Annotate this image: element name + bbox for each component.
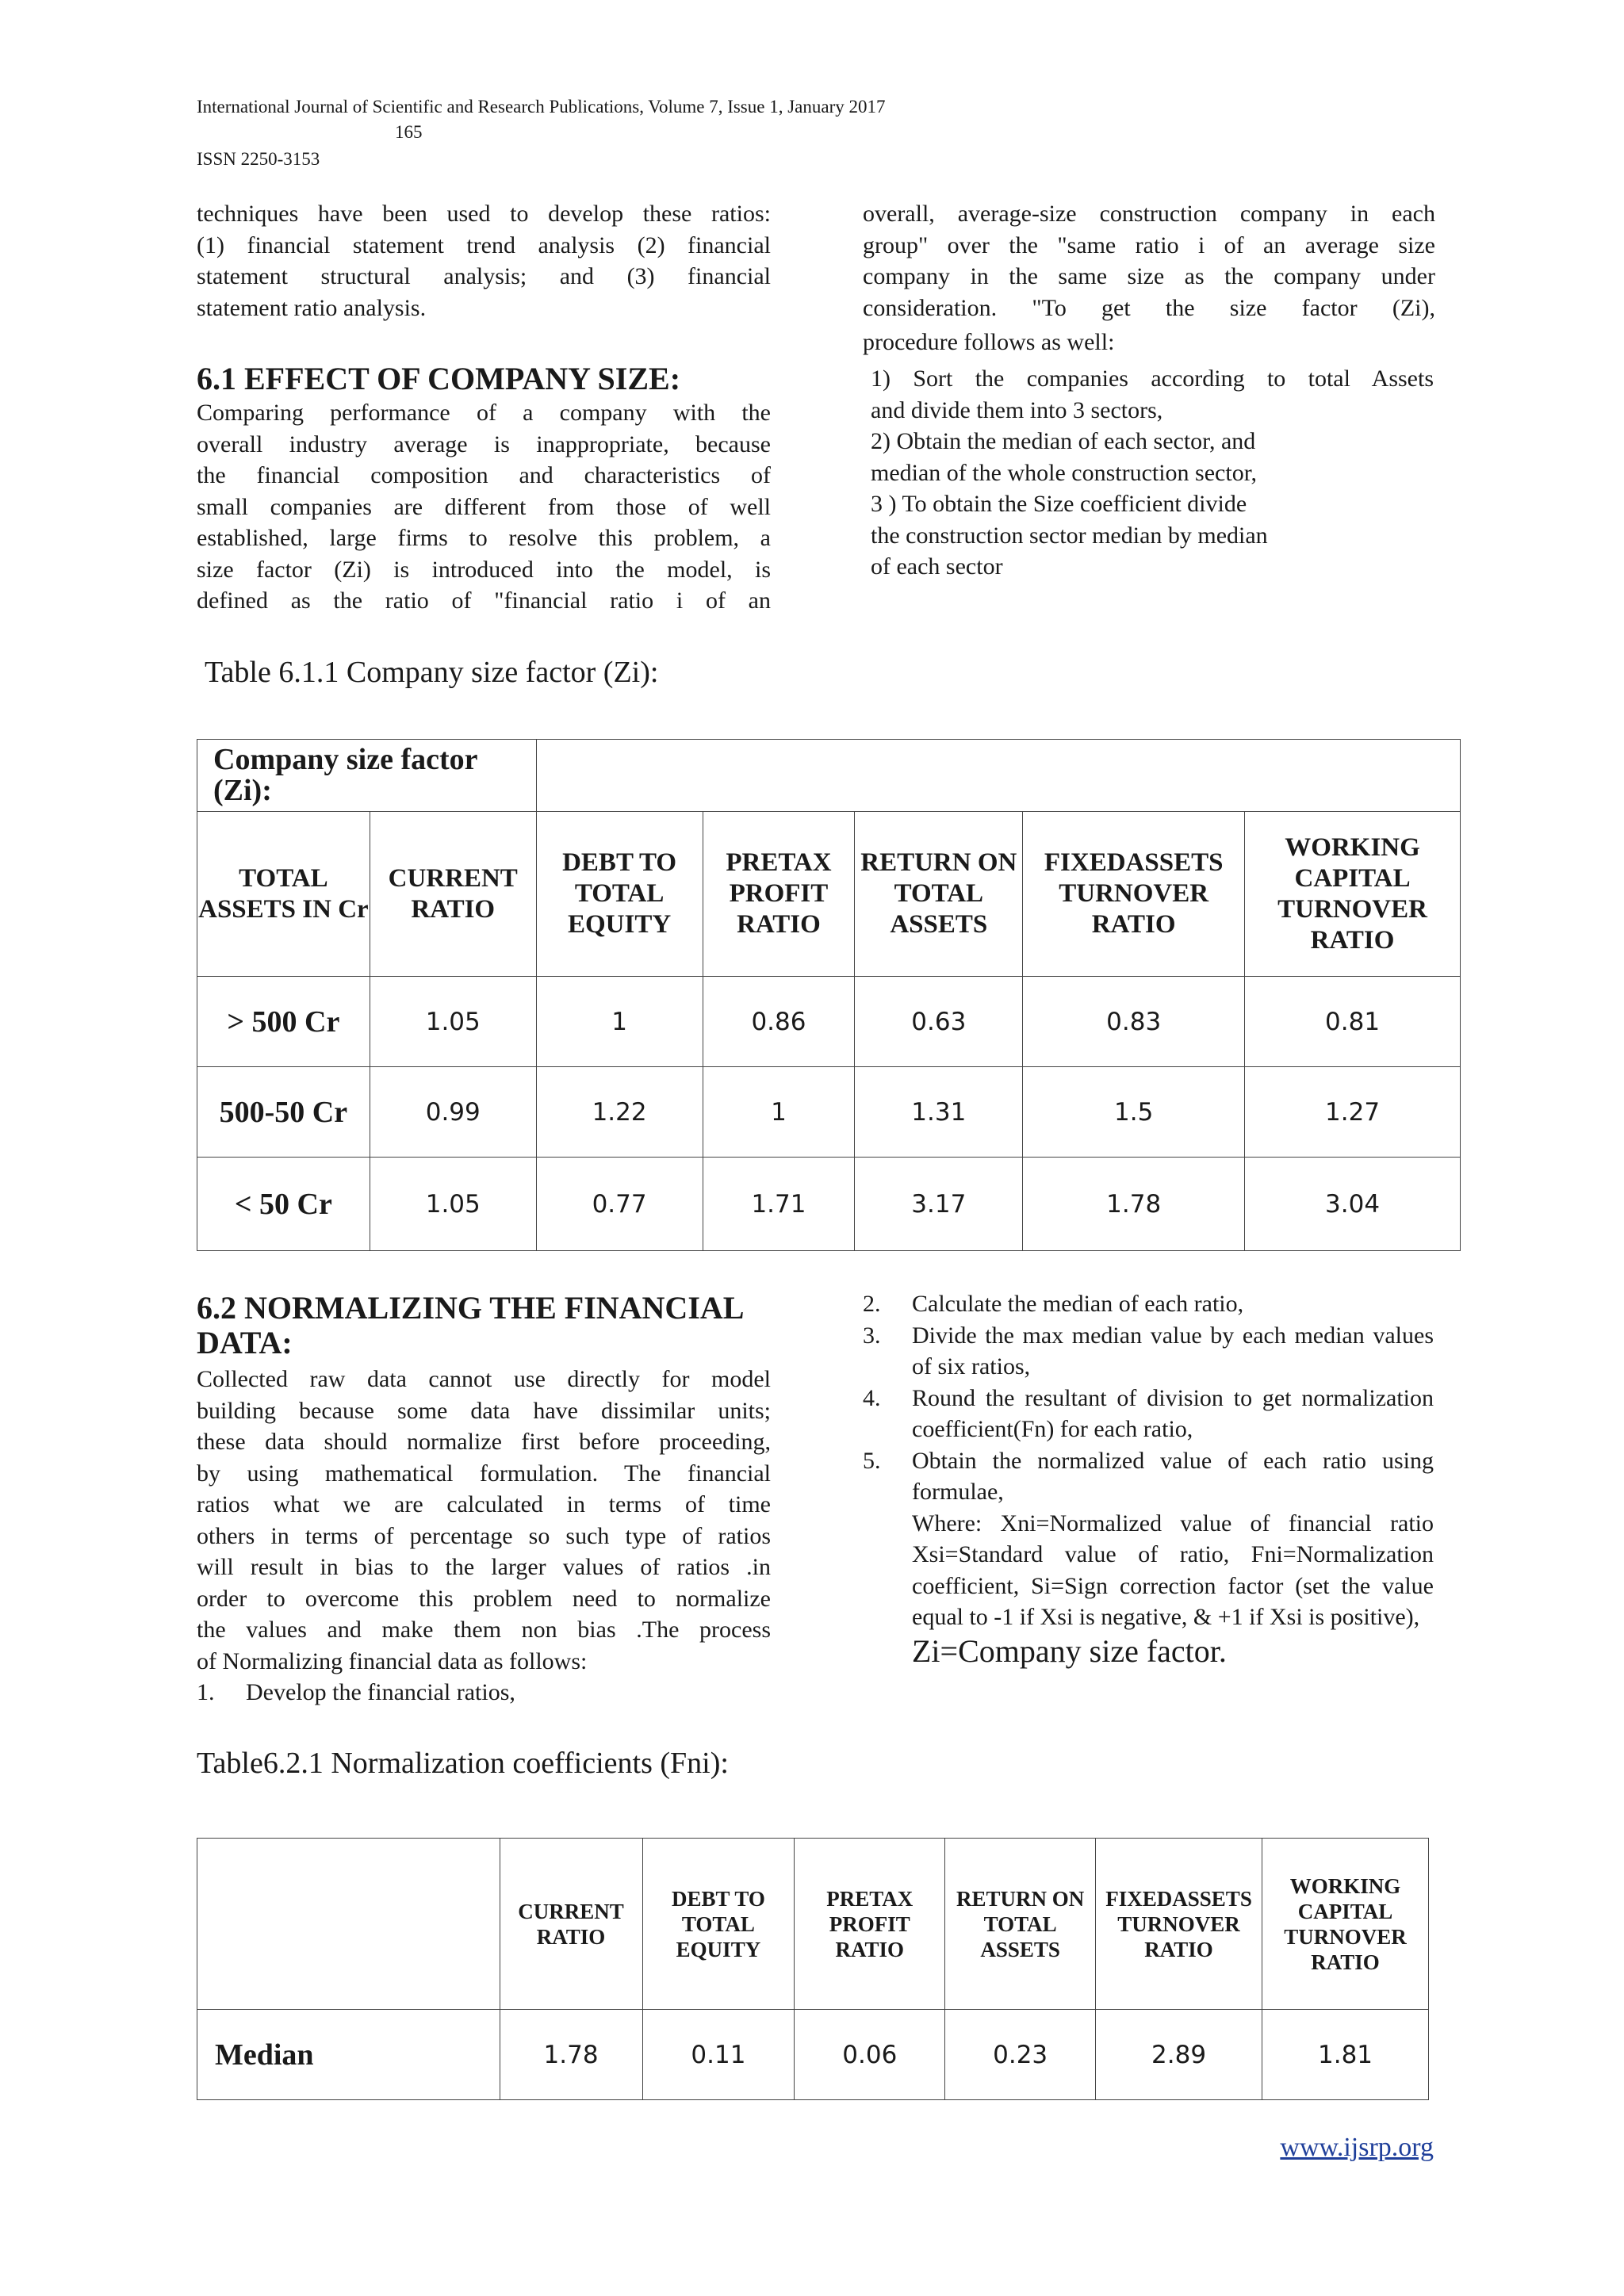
col-header-current-ratio: CURRENT RATIO — [500, 1839, 642, 2010]
col-header-return-on-total-assets: RETURN ON TOTAL ASSETS — [945, 1839, 1096, 2010]
journal-header: International Journal of Scientific and Research Publications, Volume 7, Issue 1, January 2017 — [197, 97, 886, 117]
list-item: 5. Obtain the normalized value of each ratio using formulae, — [863, 1447, 1434, 1505]
table-cell: 0.63 — [855, 977, 1023, 1067]
section-heading-6-2: 6.2 NORMALIZING THE FINANCIAL DATA: — [197, 1290, 743, 1360]
row-label: > 500 Cr — [197, 977, 370, 1067]
col-header-pretax-profit-ratio: PRETAX PROFIT RATIO — [703, 812, 855, 977]
table-cell: 0.99 — [370, 1067, 536, 1158]
table-cell: 1.27 — [1245, 1067, 1461, 1158]
table-cell: 0.81 — [1245, 977, 1461, 1067]
table-cell: 1.31 — [855, 1067, 1023, 1158]
table-cell: 0.06 — [795, 2010, 945, 2100]
col-header-working-capital-turnover: WORKING CAPITAL TURNOVER RATIO — [1245, 812, 1461, 977]
table-row — [197, 1158, 1461, 1251]
table-row — [197, 977, 1461, 1067]
normalizing-steps — [863, 1288, 1434, 1670]
corner-cell — [197, 1839, 500, 2010]
table-title-blank — [536, 740, 1460, 812]
section-6-1-body: Comparing performance of a company with the overall industry average is inappropriate, because the financial composition and characteristics of small companies are different from those of well established, large firms to resolve this problem, a size factor (Zi) is introduced into the model, is defined as the ratio of "financial ratio i of an — [197, 400, 771, 614]
table-cell: 1.5 — [1023, 1067, 1245, 1158]
table-cell: 1.78 — [1023, 1158, 1245, 1251]
table-cell: 1.78 — [500, 2010, 642, 2100]
col-header-fixed-assets-turnover: FIXEDASSETS TURNOVER RATIO — [1096, 1839, 1262, 2010]
company-size-factor-table — [197, 739, 1461, 1251]
row-label: 500-50 Cr — [197, 1067, 370, 1158]
size-factor-definition: Zi=Company size factor. — [912, 1632, 1227, 1669]
col-header-total-assets: TOTAL ASSETS IN Cr — [197, 812, 370, 977]
col-header-return-on-total-assets: RETURN ON TOTAL ASSETS — [855, 812, 1023, 977]
table-row — [197, 1067, 1461, 1158]
table-cell: 3.04 — [1245, 1158, 1461, 1251]
col-header-working-capital-turnover: WORKING CAPITAL TURNOVER RATIO — [1262, 1839, 1429, 2010]
list-item: 2. Calculate the median of each ratio, — [863, 1291, 1244, 1317]
col-header-fixed-assets-turnover: FIXEDASSETS TURNOVER RATIO — [1023, 812, 1245, 977]
row-label: < 50 Cr — [197, 1158, 370, 1251]
table-cell: 1 — [703, 1067, 855, 1158]
table-cell: 1.05 — [370, 977, 536, 1067]
list-item: 3. Divide the max median value by each median values of six ratios, — [863, 1322, 1434, 1380]
col-header-current-ratio: CURRENT RATIO — [370, 812, 536, 977]
table-cell: 3.17 — [855, 1158, 1023, 1251]
table-6-2-1-caption: Table6.2.1 Normalization coefficients (Fni): — [197, 1747, 729, 1780]
table-row — [197, 2010, 1429, 2100]
row-label: Median — [197, 2010, 500, 2100]
table-cell: 1.71 — [703, 1158, 855, 1251]
normalizing-step-1: 1. Develop the financial ratios, — [197, 1679, 515, 1705]
section-heading-6-1: 6.1 EFFECT OF COMPANY SIZE: — [197, 361, 681, 396]
normalization-coefficients-table — [197, 1838, 1429, 2100]
size-factor-paragraph: overall, average-size construction company in each group" over the "same ratio i of an average size company in the same size as the company under consideration. "To get the size factor (Zi), procedure follows as well: — [863, 201, 1435, 355]
table-6-1-1-caption: Table 6.1.1 Company size factor (Zi): — [205, 656, 659, 689]
table-title: Company size factor (Zi): — [197, 740, 537, 812]
list-item: 4. Round the resultant of division to get normalization coefficient(Fn) for each ratio, — [863, 1384, 1434, 1442]
table-cell: 1.05 — [370, 1158, 536, 1251]
issn: ISSN 2250-3153 — [197, 149, 320, 169]
table-cell: 2.89 — [1096, 2010, 1262, 2100]
intro-paragraph: techniques have been used to develop these ratios: (1) financial statement trend analysis (2) financial statement structural analysis; and (3) financial statement ratio analysis. — [197, 201, 771, 321]
section-6-2-body: Collected raw data cannot use directly for model building because some data have dissimilar units; these data should normalize first before proceeding, by using mathematical formulation. The financial ratios what we are calculated in terms of time others in terms of percentage so such type of ratios will result in bias to the larger values of ratios .in order to overcome this problem need to normalize the values and make them non bias .The process of Normalizing financial data as follows: — [197, 1366, 771, 1674]
table-cell: 0.83 — [1023, 977, 1245, 1067]
page-number: 165 — [395, 122, 423, 142]
table-cell: 0.86 — [703, 977, 855, 1067]
journal-website-link[interactable]: www.ijsrp.org — [1280, 2133, 1434, 2162]
table-cell: 1.22 — [536, 1067, 703, 1158]
size-factor-steps: 1) Sort the companies according to total Assets and divide them into 3 sectors, 2) Obtain the median of each sector, and median of the whole construction sector, 3 ) To obtain the Size coefficient divide the construction sector median by median of each sector — [871, 365, 1434, 580]
variable-definitions: Where: Xni=Normalized value of financial ratio Xsi=Standard value of ratio, Fni=Normalization coefficient, Si=Sign correction factor (set the value equal to -1 if Xsi is negative, & +1 if Xsi is positive), — [912, 1510, 1434, 1630]
col-header-pretax-profit-ratio: PRETAX PROFIT RATIO — [795, 1839, 945, 2010]
table-cell: 0.11 — [642, 2010, 795, 2100]
col-header-debt-to-total-equity: DEBT TO TOTAL EQUITY — [536, 812, 703, 977]
table-cell: 0.77 — [536, 1158, 703, 1251]
table-cell: 0.23 — [945, 2010, 1096, 2100]
table-cell: 1 — [536, 977, 703, 1067]
table-cell: 1.81 — [1262, 2010, 1429, 2100]
col-header-debt-to-total-equity: DEBT TO TOTAL EQUITY — [642, 1839, 795, 2010]
